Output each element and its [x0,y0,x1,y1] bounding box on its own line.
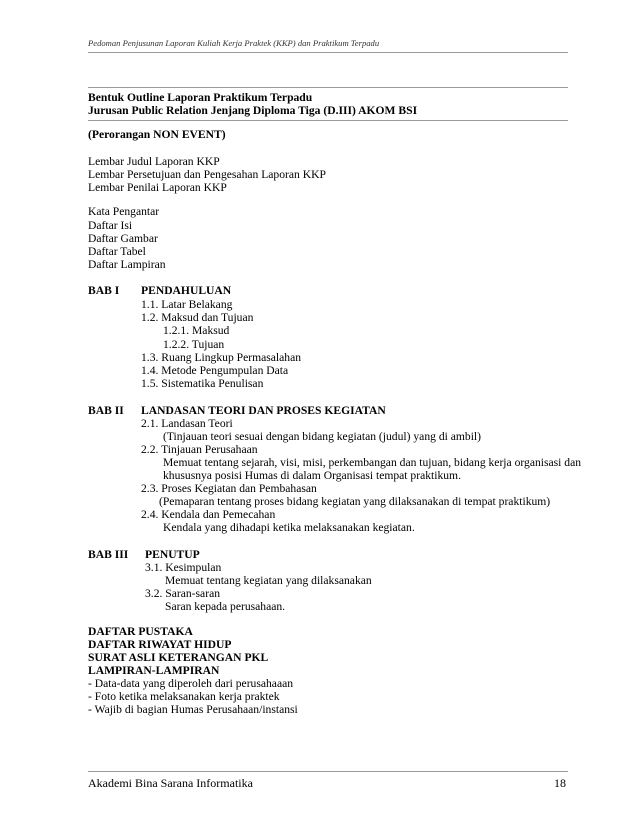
running-header: Pedoman Penjusunan Laporan Kuliah Kerja Praktek (KKP) dan Praktikum Terpadu [88,38,380,48]
footer-institution: Akademi Bina Sarana Informatika [88,776,253,790]
bab3-title: PENUTUP [145,548,200,561]
title-rule-bottom [88,120,568,121]
prelim-item: Daftar Tabel [88,245,146,258]
bab1-item: 1.5. Sistematika Penulisan [141,377,264,390]
attachment-item: - Wajib di bagian Humas Perusahaan/instansi [88,703,298,716]
bab3-note: Memuat tentang kegiatan yang dilaksanakan [165,574,372,587]
bab3-label: BAB III [88,548,129,561]
front-page-item: Lembar Penilai Laporan KKP [88,181,227,194]
bab1-title: PENDAHULUAN [141,284,232,297]
closing-heading: DAFTAR PUSTAKA [88,625,193,638]
title-rule-top [88,87,568,88]
bab2-item: 2.1. Landasan Teori [141,417,233,430]
bab3-item: 3.1. Kesimpulan [145,561,222,574]
bab2-item: 2.2. Tinjauan Perusahaan [141,443,258,456]
bab1-item: 1.3. Ruang Lingkup Permasalahan [141,351,302,364]
bab2-note: khususnya posisi Humas di dalam Organisasi tempat praktikum. [163,469,461,482]
subtitle: (Perorangan NON EVENT) [88,128,226,141]
prelim-item: Kata Pengantar [88,205,160,218]
attachment-item: - Data-data yang diperoleh dari perusahaaan [88,677,294,690]
closing-heading: DAFTAR RIWAYAT HIDUP [88,638,232,651]
attachment-item: - Foto ketika melaksanakan kerja praktek [88,690,280,703]
bab2-label: BAB II [88,404,124,417]
bab2-note: (Tinjauan teori sesuai dengan bidang kegiatan (judul) yang di ambil) [163,430,482,443]
bab1-subitem: 1.2.2. Tujuan [163,338,225,351]
bab1-item: 1.1. Latar Belakang [141,298,233,311]
prelim-item: Daftar Lampiran [88,258,166,271]
bab1-item: 1.4. Metode Pengumpulan Data [141,364,289,377]
bab2-item: 2.3. Proses Kegiatan dan Pembahasan [141,482,317,495]
bab2-title: LANDASAN TEORI DAN PROSES KEGIATAN [141,404,386,417]
bab3-item: 3.2. Saran-saran [145,587,221,600]
bab2-note: Kendala yang dihadapi ketika melaksanakan kegiatan. [163,521,415,534]
bab2-note: Memuat tentang sejarah, visi, misi, perkembangan dan tujuan, bidang kerja organisasi dan [163,456,582,469]
bab1-item: 1.2. Maksud dan Tujuan [141,311,254,324]
bab2-note: (Pemaparan tentang proses bidang kegiatan yang dilaksanakan di tempat praktikum) [159,495,551,508]
bab3-note: Saran kepada perusahaan. [165,600,286,613]
bab2-item: 2.4. Kendala dan Pemecahan [141,508,276,521]
front-page-item: Lembar Judul Laporan KKP [88,155,220,168]
front-page-item: Lembar Persetujuan dan Pengesahan Laporan KKP [88,168,326,181]
header-rule [88,52,568,53]
prelim-item: Daftar Isi [88,219,133,232]
closing-heading: LAMPIRAN-LAMPIRAN [88,664,220,677]
closing-heading: SURAT ASLI KETERANGAN PKL [88,651,269,664]
prelim-item: Daftar Gambar [88,232,158,245]
doc-title-line1: Bentuk Outline Laporan Praktikum Terpadu [88,91,313,104]
page-number: 18 [554,776,566,790]
bab1-label: BAB I [88,284,120,297]
doc-title-line2: Jurusan Public Relation Jenjang Diploma Tiga (D.III) AKOM BSI [88,104,418,117]
footer-rule [88,771,568,772]
bab1-subitem: 1.2.1. Maksud [163,324,230,337]
